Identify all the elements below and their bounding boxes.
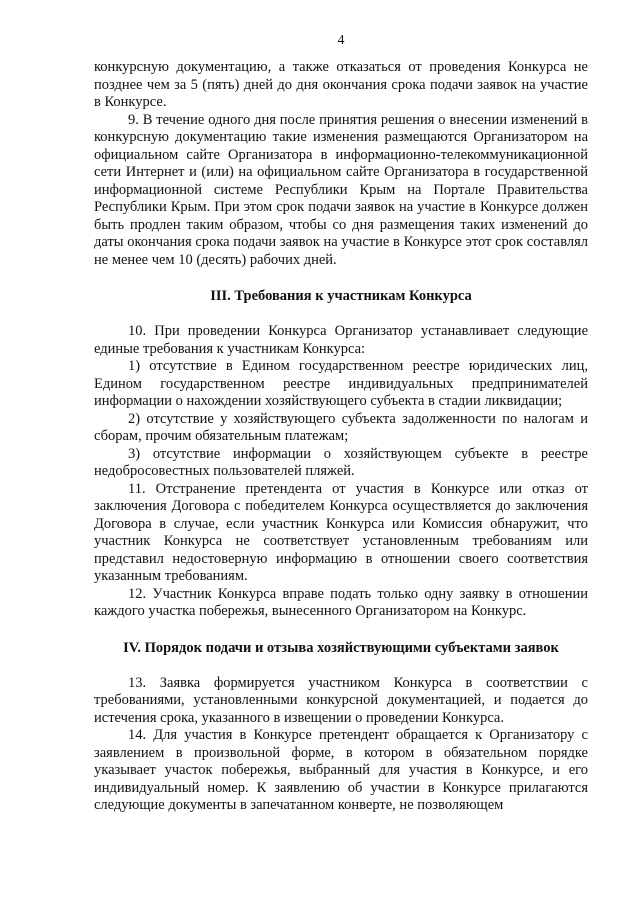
paragraph-11: 11. Отстранение претендента от участия в Конкурсе или отказ от заключения Договора с победителем Конкурса осуществляется до заключения Договора в случае, если участник Конкурса или Комиссия обнаружит, что участник Конкурса не соответствует установленным требованиям или представил недостоверную информацию в отношении своего соответствия указанным требованиям. [94, 480, 588, 584]
section-heading-iv: IV. Порядок подачи и отзыва хозяйствующими субъектами заявок [123, 639, 559, 656]
list-item-2: 2) отсутствие у хозяйствующего субъекта задолженности по налогам и сборам, прочим обязательным платежам; [94, 410, 588, 444]
section-heading-iii: III. Требования к участникам Конкурса [210, 288, 472, 304]
paragraph-10: 10. При проведении Конкурса Организатор устанавливает следующие единые требования к участникам Конкурса: [94, 323, 588, 357]
paragraph-continuation: конкурсную документацию, а также отказаться от проведения Конкурса не позднее чем за 5 (пять) дней до дня окончания срока подачи заявок на участие в Конкурсе. [94, 59, 588, 110]
page-number: 4 [337, 33, 345, 48]
paragraph-13: 13. Заявка формируется участником Конкурса в соответствии с требованиями, установленными конкурсной документацией, и подается до истечения срока, указанного в извещении о проведении Конкурса. [94, 674, 588, 726]
list-item-1: 1) отсутствие в Едином государственном реестре юридических лиц, Едином государственном реестре индивидуальных предпринимателей информации о нахождении хозяйствующего субъекта в стадии ликвидации; [94, 358, 588, 409]
paragraph-9: 9. В течение одного дня после принятия решения о внесении изменений в конкурсную документацию такие изменения размещаются Организатором на официальном сайте Организатора в информационно-телекоммуникационной сети Интернет и (или) на официальном сайте Организатора в государственной информационной системе Республики Крым на Портале Правительства Республики Крым. При этом срок подачи заявок на участие в Конкурсе должен быть продлен таким образом, чтобы со дня размещения таких изменений до даты окончания срока подачи заявок на участие в Конкурсе этот срок составлял не менее чем 10 (десять) рабочих дней. [94, 111, 588, 268]
list-item-3: 3) отсутствие информации о хозяйствующем субъекте в реестре недобросовестных пользователей пляжей. [94, 445, 588, 479]
document-body [94, 59, 588, 815]
paragraph-12: 12. Участник Конкурса вправе подать только одну заявку в отношении каждого участка побережья, вынесенного Организатором на Конкурс. [94, 585, 588, 619]
paragraph-14: 14. Для участия в Конкурсе претендент обращается к Организатору с заявлением в произвольной форме, в котором в обязательном порядке указывает участок побережья, выбранный для участия в Конкурсе, и его индивидуальный номер. К заявлению об участии в Конкурсе прилагаются следующие документы в запечатанном конверте, не позволяющем [94, 727, 588, 813]
